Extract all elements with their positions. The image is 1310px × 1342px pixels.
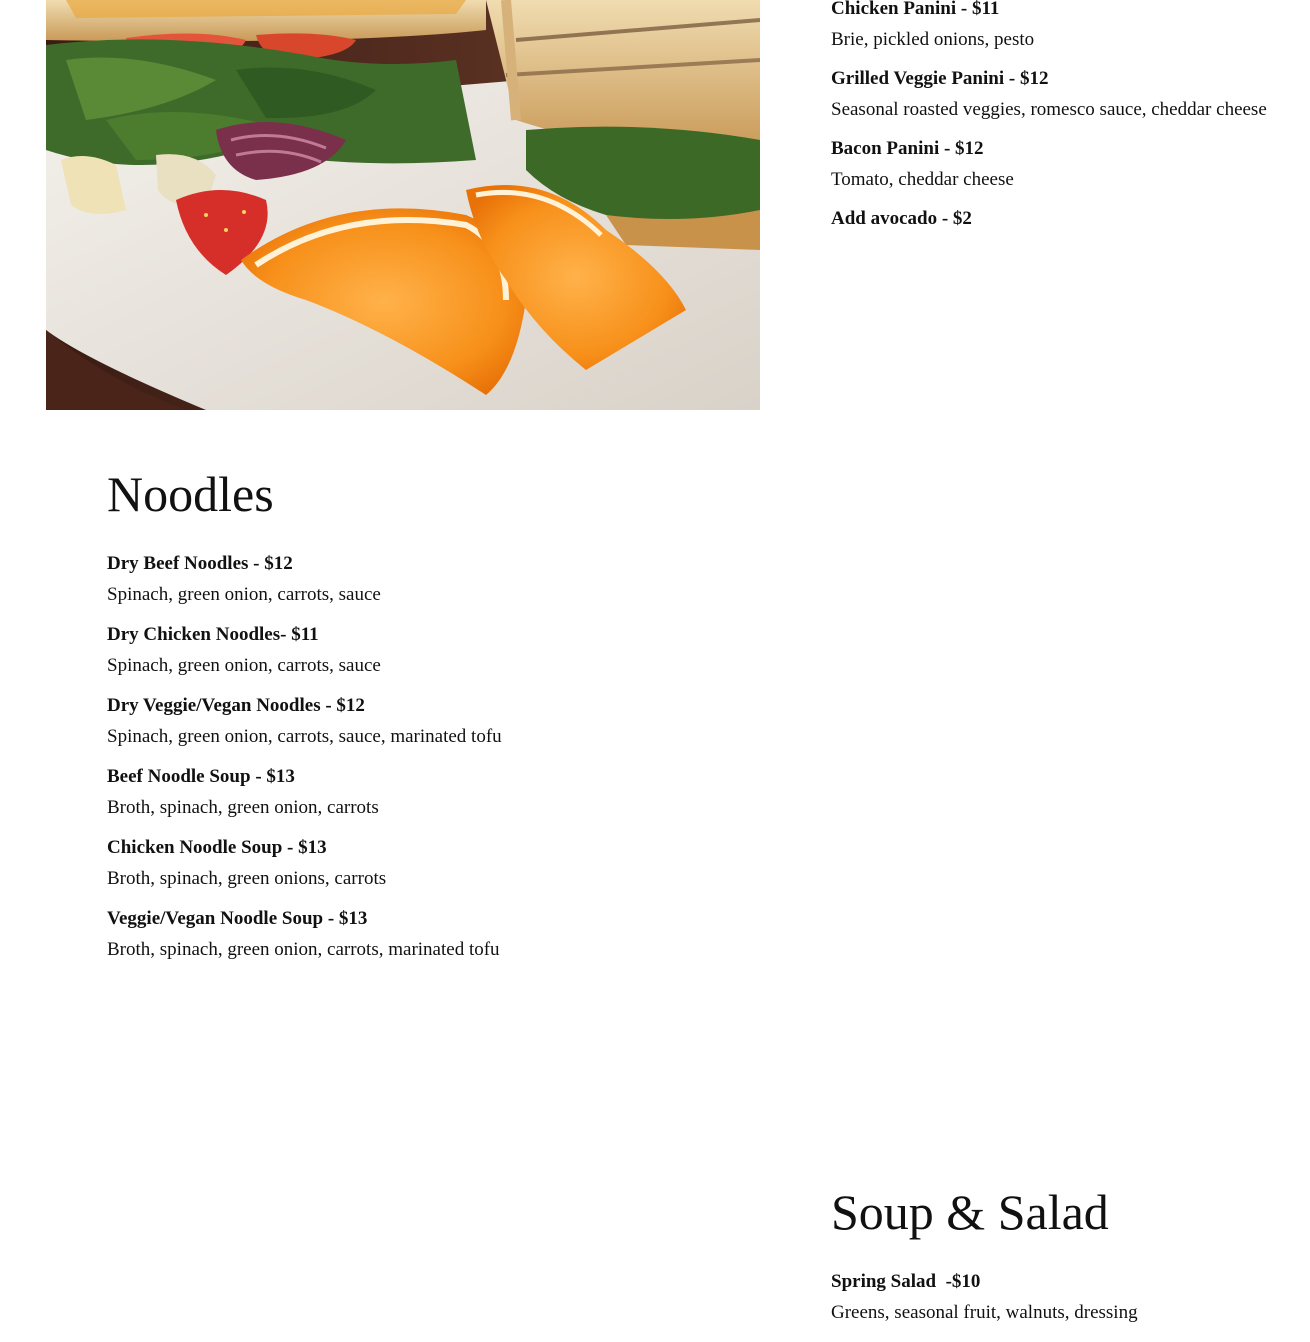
soup-salad-section	[831, 1184, 1301, 1340]
menu-item-name: Bacon Panini - $12	[831, 138, 984, 159]
menu-item	[107, 907, 747, 962]
menu-item-description: Broth, spinach, green onion, carrots	[107, 797, 379, 818]
menu-item	[107, 836, 747, 891]
noodles-section	[107, 466, 747, 978]
panini-section	[831, 0, 1301, 246]
section-title-noodles: Noodles	[107, 466, 274, 522]
menu-item	[831, 207, 1301, 231]
menu-item-description: Spinach, green onion, carrots, sauce, marinated tofu	[107, 726, 502, 747]
panini-photo	[46, 0, 760, 410]
menu-item	[831, 67, 1301, 122]
menu-item-name: Dry Chicken Noodles- $11	[107, 624, 319, 645]
menu-item-name: Spring Salad -$10	[831, 1271, 981, 1292]
menu-item-name: Veggie/Vegan Noodle Soup - $13	[107, 908, 368, 929]
menu-item-description: Tomato, cheddar cheese	[831, 169, 1014, 190]
menu-item-name: Dry Veggie/Vegan Noodles - $12	[107, 695, 365, 716]
menu-item-name: Chicken Noodle Soup - $13	[107, 837, 327, 858]
menu-item-description: Broth, spinach, green onion, carrots, marinated tofu	[107, 939, 500, 960]
menu-item-name: Add avocado - $2	[831, 208, 972, 229]
menu-item-description: Spinach, green onion, carrots, sauce	[107, 584, 381, 605]
menu-item	[831, 1270, 1301, 1325]
menu-item-name: Chicken Panini - $11	[831, 0, 1000, 19]
menu-item-description: Brie, pickled onions, pesto	[831, 29, 1035, 50]
menu-item	[107, 623, 747, 678]
menu-item-name: Dry Beef Noodles - $12	[107, 553, 293, 574]
menu-item-description: Broth, spinach, green onions, carrots	[107, 868, 387, 889]
section-title-soup-salad: Soup & Salad	[831, 1184, 1109, 1240]
menu-item	[107, 694, 747, 749]
menu-item-name: Grilled Veggie Panini - $12	[831, 68, 1049, 89]
menu-item	[107, 552, 747, 607]
menu-item-name: Beef Noodle Soup - $13	[107, 766, 295, 787]
menu-item-description: Seasonal roasted veggies, romesco sauce, cheddar cheese	[831, 99, 1267, 120]
menu-item	[831, 0, 1301, 52]
menu-item	[107, 765, 747, 820]
menu-item-description: Greens, seasonal fruit, walnuts, dressing	[831, 1302, 1138, 1323]
menu-item	[831, 137, 1301, 192]
menu-item-description: Spinach, green onion, carrots, sauce	[107, 655, 381, 676]
